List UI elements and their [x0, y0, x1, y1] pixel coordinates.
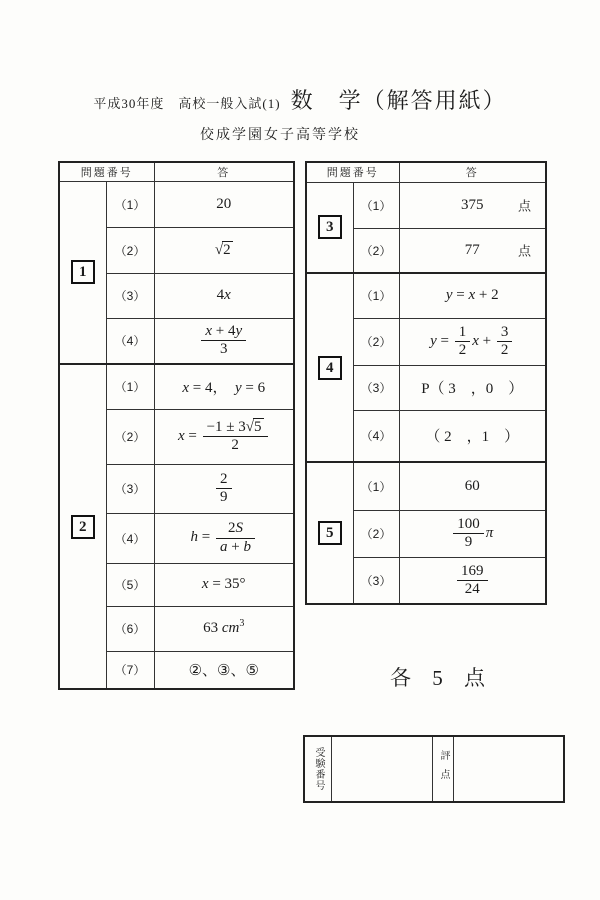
examinee-number-label-cell	[305, 737, 332, 801]
answer-header: 答	[399, 162, 546, 182]
section-number-box: 5	[318, 521, 342, 545]
section-number-cell-4	[306, 273, 353, 462]
problem-number-header: 問題番号	[59, 162, 154, 181]
question-label: （2）	[353, 318, 399, 365]
question-label: （3）	[106, 464, 154, 513]
answer-unit: 点	[517, 243, 531, 259]
section-number-box: 1	[71, 260, 95, 284]
answer-cell: x = $\frac{-1 \pm 3√5}{2}$	[154, 409, 294, 464]
answer-cell: ②、③、⑤	[154, 651, 294, 689]
question-label: （2）	[106, 409, 154, 464]
answer-unit: 点	[517, 198, 531, 214]
question-label: （2）	[353, 228, 399, 273]
question-label: （3）	[353, 365, 399, 410]
examinee-number-field	[332, 737, 433, 801]
title-prefix: 平成30年度 高校一般入試(1)	[93, 96, 281, 111]
examinee-score-box	[303, 735, 565, 803]
question-label: （4）	[106, 513, 154, 563]
problem-number-header: 問題番号	[306, 162, 399, 182]
page-title	[0, 84, 600, 115]
question-label: （1）	[353, 182, 399, 228]
question-label: （5）	[106, 563, 154, 606]
question-label: （7）	[106, 651, 154, 689]
section-number-cell-3	[306, 182, 353, 273]
section-number-box: 3	[318, 215, 342, 239]
school-name-line	[0, 124, 600, 144]
answer-cell: h = $\frac{2S}{a + b}$	[154, 513, 294, 563]
answer-cell: P（ 3 ，0 ）	[399, 365, 546, 410]
answer-cell: 20	[154, 181, 294, 227]
answer-cell: y = x + 2	[399, 273, 546, 318]
answer-cell: $\frac{100}{9}$ π	[399, 510, 546, 557]
question-label: （4）	[106, 318, 154, 364]
examinee-number-label: 受験番号	[313, 747, 324, 791]
answer-cell: （ 2 ，1 ）	[399, 410, 546, 462]
score-field	[454, 737, 563, 801]
answer-header: 答	[154, 162, 294, 181]
question-label: （1）	[106, 364, 154, 409]
question-label: （3）	[353, 557, 399, 604]
answer-cell: 4x	[154, 273, 294, 318]
score-label: 評点	[438, 750, 449, 788]
answer-cell: 375 点	[399, 182, 546, 228]
section-number-cell-2	[59, 364, 106, 689]
right-answer-table	[305, 161, 547, 605]
question-label: （6）	[106, 606, 154, 651]
question-label: （1）	[353, 273, 399, 318]
answer-cell: $\frac{2}{9}$	[154, 464, 294, 513]
school-name: 佼成学園女子高等学校	[200, 128, 360, 143]
answer-cell: 77 点	[399, 228, 546, 273]
section-number-cell-5	[306, 462, 353, 604]
question-label: （1）	[353, 462, 399, 510]
section-number-box: 4	[318, 356, 342, 380]
question-label: （2）	[353, 510, 399, 557]
left-answer-table	[58, 161, 295, 690]
title-main: 数 学（解答用紙）	[290, 88, 507, 113]
question-label: （3）	[106, 273, 154, 318]
question-label: （2）	[106, 227, 154, 273]
answer-cell: $\frac{x + 4y}{3}$	[154, 318, 294, 364]
score-label-cell	[433, 737, 454, 801]
points-note: 各 5 点	[390, 666, 493, 690]
answer-cell: x = 4， y = 6	[154, 364, 294, 409]
answer-cell: x = 35°	[154, 563, 294, 606]
answer-cell: $\frac{169}{24}$	[399, 557, 546, 604]
question-label: （4）	[353, 410, 399, 462]
section-number-box: 2	[71, 515, 95, 539]
answer-cell: √2	[154, 227, 294, 273]
answer-cell: 63 $cm^3$	[154, 606, 294, 651]
question-label: （1）	[106, 181, 154, 227]
section-number-cell-1	[59, 181, 106, 364]
answer-cell: 60	[399, 462, 546, 510]
answer-cell: y = $\frac{1}{2}$ x + $\frac{3}{2}$	[399, 318, 546, 365]
